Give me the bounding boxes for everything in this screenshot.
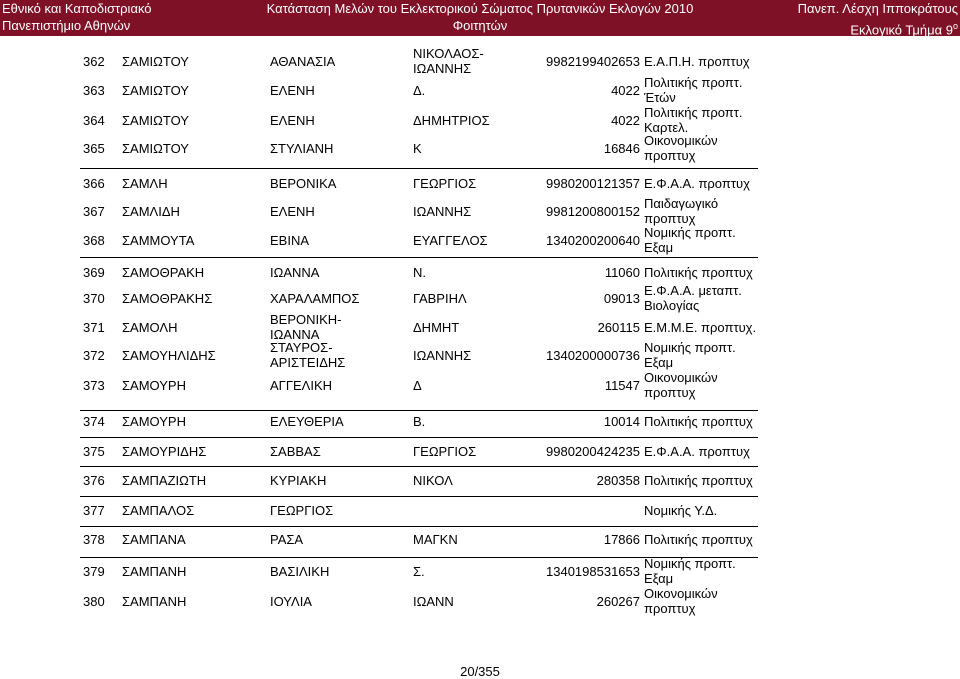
school-cell-line: Οικονομικών [644,370,718,385]
registration-number-cell: 9980200121357 [546,175,640,191]
school-cell-line: Εξαμ [644,240,674,255]
father-name-cell-line: ΓΕΩΡΓΙΟΣ [413,443,477,459]
registration-number-cell: 9980200424235 [546,443,640,459]
first-name-cell: ΚΥΡΙΑΚΗ [270,472,327,488]
registration-number-cell: 1340198531653 [546,563,640,579]
father-name-cell-line: ΝΙΚΟΛ [413,472,453,488]
school-cell-line: Πολιτικής προπτυχ [644,531,753,547]
row-number: 372 [83,347,105,363]
school-cell-line: Καρτελ. [644,120,689,135]
father-name-cell-line: ΓΕΩΡΓΙΟΣ [413,175,477,191]
polling-section: Εκλογικό Τμήμα $9^o$ [850,21,958,38]
father-name-cell [413,83,425,98]
school-cell-line: Νομικής προπτ. [644,340,736,355]
school-cell [644,105,743,135]
registration-number-cell: 4022 [611,82,640,98]
first-name-cell: ΑΓΓΕΛΙΚΗ [270,377,333,393]
surname-cell: ΣΑΜΟΥΡΙΔΗΣ [122,443,207,459]
row-number: 362 [83,53,105,69]
father-name-cell [413,176,476,191]
first-name-cell: ΣΤΥΛΙΑΝΗ [270,140,334,156]
school-cell-line: Πολιτικής προπτ. [644,75,743,90]
first-name-cell: ΓΕΩΡΓΙΟΣ [270,502,334,518]
father-name-cell [413,348,471,363]
school-cell [644,503,717,518]
row-separator [80,496,758,497]
surname-cell: ΣΑΜΠΑΝΑ [122,531,186,547]
surname-cell: ΣΑΜΙΩΤΟΥ [122,53,189,69]
surname-cell: ΣΑΜΜΟΥΤΑ [122,232,195,248]
surname-cell: ΣΑΜΙΩΤΟΥ [122,82,189,98]
document-title: Κατάσταση Μελών του Εκλεκτορικού Σώματος Πρυτανικών Εκλογών 2010 [266,1,694,16]
surname-cell: ΣΑΜΠΑΝΗ [122,593,187,609]
school-cell-line: Ε.Φ.Α.Α. μεταπτ. [644,283,742,298]
row-number: 376 [83,472,105,488]
school-cell-line: προπτυχ [644,385,696,400]
registration-number-cell: 09013 [603,290,640,306]
father-name-cell-line: ΜΑΓΚΝ [413,531,458,547]
registration-number-cell: 16846 [603,140,640,156]
father-name-cell-line: Δ. [413,82,426,98]
school-cell [644,586,718,616]
registration-number-cell: 260115 [597,319,640,335]
father-name-cell-line: Β. [413,413,426,429]
school-cell-line: Ε.Φ.Α.Α. προπτυχ [644,175,750,191]
father-name-cell-line: Ν. [413,264,426,280]
first-name-cell: ΕΛΕΥΘΕΡΙΑ [270,413,344,429]
row-separator [80,437,758,438]
row-separator [80,257,758,258]
school-cell-line: Έτών [644,90,676,105]
school-cell [644,340,736,370]
page-number: 20/355 [460,664,500,679]
school-cell [644,370,718,400]
row-separator [80,526,758,527]
row-number: 369 [83,264,105,280]
father-name-cell [413,233,488,248]
surname-cell: ΣΑΜΟΥΡΗ [122,413,186,429]
first-name-cell: ΑΘΑΝΑΣΙΑ [270,53,336,69]
father-name-cell-line: ΙΩΑΝΝΗΣ [413,203,472,219]
school-cell [644,196,718,226]
father-name-cell [413,113,490,128]
first-name-cell: ΧΑΡΑΛΑΜΠΟΣ [270,290,360,306]
school-cell-line: Ε.Α.Π.Η. προπτυχ [644,53,750,69]
school-cell-line: Πολιτικής προπτ. [644,105,743,120]
school-cell-line: προπτυχ [644,211,696,226]
first-name-cell: ΣΑΒΒΑΣ [270,443,321,459]
registration-number-cell: 1340200200640 [546,232,640,248]
first-name-cell: ΒΕΡΟΝΙΚΑ [270,175,337,191]
first-name-cell [270,340,345,370]
school-cell-line: προπτυχ [644,148,696,163]
first-name-cell: ΡΑΣΑ [270,531,304,547]
surname-cell: ΣΑΜΠΑΛΟΣ [122,502,195,518]
school-cell-line: Ε.Φ.Α.Α. προπτυχ [644,443,750,459]
polling-location: Πανεπ. Λέσχη Ιπποκράτους [797,1,958,16]
school-cell-line: Οικονομικών [644,586,718,601]
father-name-cell-line: ΝΙΚΟΛΑΟΣ- [413,46,484,61]
school-cell [644,176,750,191]
father-name-cell [413,265,426,280]
school-cell [644,54,750,69]
school-cell [644,133,718,163]
school-cell-line: προπτυχ [644,601,696,616]
father-name-cell-line: ΔΗΜΗΤΡΙΟΣ [413,112,490,128]
registration-number-cell: 260267 [596,593,640,609]
row-number: 366 [83,175,105,191]
school-cell-line: Νομικής προπτ. [644,556,736,571]
registration-number-cell: 17866 [603,531,640,547]
school-cell [644,265,753,280]
school-cell-line: Ε.Μ.Μ.Ε. προπτυχ. [644,319,757,335]
school-cell-line: Πολιτικής προπτυχ [644,264,753,280]
registration-number-cell: 4022 [611,112,640,128]
surname-cell: ΣΑΜΟΥΡΗ [122,377,186,393]
row-separator [80,168,758,169]
registration-number-cell: 9982199402653 [546,53,640,69]
father-name-cell [413,204,471,219]
school-cell-line: Εξαμ [644,571,674,586]
first-name-cell: ΕΛΕΝΗ [270,82,315,98]
row-number: 364 [83,112,105,128]
father-name-cell [413,378,422,393]
row-number: 373 [83,377,105,393]
father-name-cell-line: ΙΩΑΝΝ [413,593,454,609]
row-number: 379 [83,563,105,579]
father-name-cell-line: ΙΩΑΝΝΗΣ [413,61,472,76]
row-number: 365 [83,140,105,156]
row-number: 375 [83,443,105,459]
row-number: 371 [83,319,105,335]
father-name-cell [413,414,425,429]
registration-number-cell: 10014 [603,413,640,429]
first-name-cell-line: ΣΤΑΥΡΟΣ- [270,340,333,355]
surname-cell: ΣΑΜΠΑΝΗ [122,563,187,579]
row-number: 367 [83,203,105,219]
father-name-cell [413,594,454,609]
father-name-cell [413,291,467,306]
surname-cell: ΣΑΜΠΑΖΙΩΤΗ [122,472,207,488]
school-cell-line: Πολιτικής προπτυχ [644,413,753,429]
row-number: 370 [83,290,105,306]
registration-number-cell: 1340200000736 [546,347,640,363]
row-number: 363 [83,82,105,98]
university-name-line2: Πανεπιστήμιο Αθηνών [2,18,131,33]
father-name-cell [413,320,459,335]
school-cell [644,444,750,459]
row-separator [80,557,758,558]
first-name-cell: ΙΟΥΛΙΑ [270,593,312,609]
first-name-cell: ΒΑΣΙΛΙΚΗ [270,563,330,579]
school-cell [644,283,742,313]
first-name-cell: ΕΒΙΝΑ [270,232,310,248]
father-name-cell-line: ΙΩΑΝΝΗΣ [413,347,472,363]
father-name-cell-line: ΕΥΑΓΓΕΛΟΣ [413,232,488,248]
registration-number-cell: 280358 [596,472,640,488]
row-number: 377 [83,502,105,518]
surname-cell: ΣΑΜΟΛΗ [122,319,178,335]
father-name-cell-line: Δ [413,377,422,393]
school-cell-line: Εξαμ [644,355,674,370]
surname-cell: ΣΑΜΟΥΗΛΙΔΗΣ [122,347,216,363]
father-name-cell-line: ΓΑΒΡΙΗΛ [413,290,467,306]
row-number: 374 [83,413,105,429]
document-subtitle: Φοιτητών [452,18,508,33]
father-name-cell-line: Κ [413,140,422,156]
school-cell-line: Παιδαγωγικό [644,196,719,211]
father-name-cell [413,141,422,156]
first-name-cell [270,312,342,342]
school-cell-line: Πολιτικής προπτυχ [644,472,753,488]
school-cell [644,556,736,586]
father-name-cell-line: ΔΗΜΗΤ [413,319,460,335]
father-name-cell [413,564,425,579]
school-cell [644,532,753,547]
father-name-cell-line: Σ. [413,563,425,579]
first-name-cell: ΙΩΑΝΝΑ [270,264,320,280]
school-cell [644,75,743,105]
university-name-line1: Εθνικό και Καποδιστριακό [2,1,152,16]
school-cell-line: Βιολογίας [644,298,700,313]
first-name-cell: ΕΛΕΝΗ [270,203,315,219]
father-name-cell [413,532,458,547]
row-separator [80,466,758,467]
surname-cell: ΣΑΜΛΙΔΗ [122,203,180,219]
father-name-cell [413,473,453,488]
row-number: 368 [83,232,105,248]
first-name-cell-line: ΙΩΑΝΝΑ [270,327,320,342]
school-cell-line: Οικονομικών [644,133,718,148]
page-header [0,0,960,36]
surname-cell: ΣΑΜΟΘΡΑΚΗΣ [122,290,213,306]
father-name-cell [413,444,476,459]
father-name-cell [413,46,484,76]
row-separator [80,410,758,411]
school-cell [644,473,753,488]
registration-number-cell: 11060 [604,264,640,280]
surname-cell: ΣΑΜΛΗ [122,175,168,191]
surname-cell: ΣΑΜΙΩΤΟΥ [122,112,189,128]
first-name-cell: ΕΛΕΝΗ [270,112,315,128]
school-cell-line: Νομικής προπτ. [644,225,736,240]
first-name-cell-line: ΒΕΡΟΝΙΚΗ- [270,312,342,327]
surname-cell: ΣΑΜΙΩΤΟΥ [122,140,189,156]
row-number: 378 [83,531,105,547]
registration-number-cell: 11547 [604,377,640,393]
school-cell [644,320,756,335]
school-cell [644,225,736,255]
surname-cell: ΣΑΜΟΘΡΑΚΗ [122,264,205,280]
school-cell-line: Νομικής Υ.Δ. [644,502,718,518]
registration-number-cell: 9981200800152 [546,203,640,219]
first-name-cell-line: ΑΡΙΣΤΕΙΔΗΣ [270,355,346,370]
row-number: 380 [83,593,105,609]
school-cell [644,414,753,429]
